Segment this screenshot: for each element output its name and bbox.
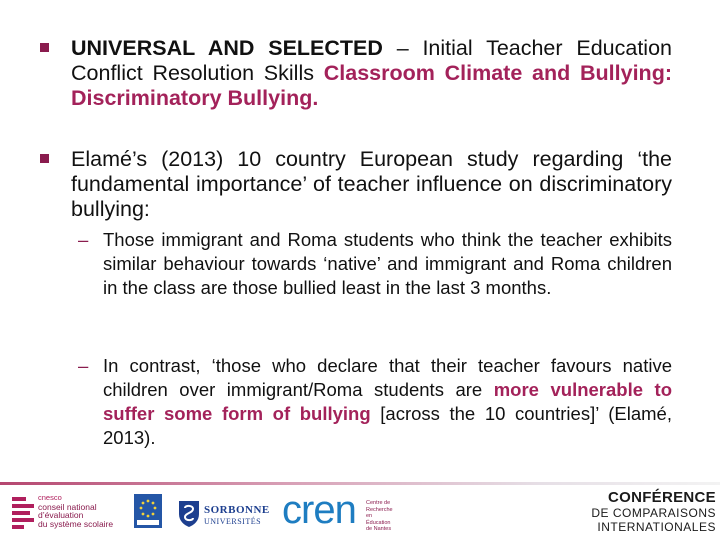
bullet-1-plain: – Initial Teacher Education Conflict Resolution Skills (71, 36, 672, 85)
bullet-point-1 (40, 36, 672, 111)
bullet-point-2 (40, 147, 672, 222)
sub-bullet-1-text: Those immigrant and Roma students who think the teacher exhibits similar behaviour towards ‘native’ and immigrant and Roma children in the class are those bullied least in the last 3 months. (103, 229, 672, 298)
conference-line-3: INTERNATIONALES (597, 520, 716, 534)
eu-flag-icon (134, 494, 162, 528)
sorbonne-line-1: SORBONNE (204, 504, 270, 516)
sub-bullet-2-before: In contrast, ‘those who declare that their teacher favours native children over immigrant/Roma students are (103, 355, 672, 400)
cnesco-wordmark (38, 494, 113, 528)
cnesco-bars-icon (12, 497, 34, 527)
sorbonne-logo (178, 500, 274, 530)
sub-bullet-2-after: [across the 10 countries]’ (Elamé, 2013). (103, 403, 672, 448)
dash-bullet-icon: – (78, 355, 89, 376)
bullet-2-text: Elamé’s (2013) 10 country European study regarding ‘the fundamental importance’ of teacher influence on discriminatory bullying: (71, 147, 672, 221)
sorbonne-line-2: UNIVERSITÉS (204, 517, 262, 526)
dash-bullet-icon: – (78, 229, 89, 250)
bullet-1-accent: Classroom Climate and Bullying: Discriminatory Bullying. (71, 61, 672, 110)
cnesco-line-2: d’évaluation (38, 510, 84, 520)
sub-bullet-2-accent: more vulnerable to suffer some form of bullying (103, 379, 672, 424)
eu-flag-logo (134, 494, 162, 528)
conference-line-2: DE COMPARAISONS (591, 506, 716, 520)
cren-wordmark: cren (282, 488, 356, 532)
cnesco-line-1: conseil national (38, 501, 97, 512)
sub-bullet-2-text (103, 354, 672, 450)
square-bullet-icon (40, 43, 49, 52)
cren-tagline: Centre de Recherche en Éducation de Nantes (366, 500, 393, 532)
cnesco-brand: cnesco (38, 493, 62, 502)
square-bullet-icon (40, 154, 49, 163)
bullet-1-text (71, 36, 672, 111)
cnesco-line-3: du système scolaire (38, 518, 114, 529)
conference-logo (566, 490, 716, 536)
sub-bullet-2 (78, 354, 672, 450)
footer-divider (0, 482, 720, 485)
sub-bullet-1 (78, 228, 672, 300)
cren-logo (282, 488, 393, 532)
cnesco-logo (12, 494, 124, 530)
shield-icon (178, 500, 200, 528)
bullet-1-bold-lead: UNIVERSAL AND SELECTED (71, 36, 383, 60)
conference-line-1: CONFÉRENCE (607, 489, 716, 506)
